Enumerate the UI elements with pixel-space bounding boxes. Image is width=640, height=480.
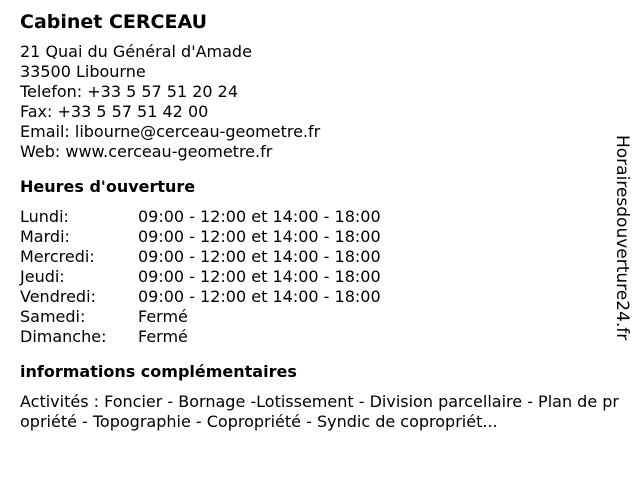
hours-time: Fermé [138, 327, 188, 346]
address-line-2: 33500 Libourne [20, 62, 146, 81]
company-name: Cabinet CERCEAU [20, 11, 208, 33]
hours-row [20, 307, 620, 327]
hours-table [20, 207, 620, 347]
hours-day: Mardi: [20, 227, 70, 246]
hours-day: Mercredi: [20, 247, 95, 266]
info-heading: informations complémentaires [20, 362, 297, 381]
hours-row [20, 267, 620, 287]
email-line: Email: libourne@cerceau-geometre.fr [20, 122, 321, 141]
phone-line: Telefon: +33 5 57 51 20 24 [20, 82, 239, 101]
hours-heading: Heures d'ouverture [20, 177, 196, 196]
hours-time: 09:00 - 12:00 et 14:00 - 18:00 [138, 267, 381, 286]
contact-block [20, 42, 620, 162]
web-line: Web: www.cerceau-geometre.fr [20, 142, 273, 161]
fax-line: Fax: +33 5 57 51 42 00 [20, 102, 209, 121]
hours-row [20, 327, 620, 347]
site-watermark: Horairesdouverture24.fr [612, 135, 632, 341]
hours-day: Lundi: [20, 207, 69, 226]
hours-row [20, 207, 620, 227]
address-line-1: 21 Quai du Général d'Amade [20, 42, 252, 61]
hours-day: Samedi: [20, 307, 86, 326]
hours-day: Dimanche: [20, 327, 107, 346]
hours-row [20, 287, 620, 307]
hours-row [20, 227, 620, 247]
hours-time: Fermé [138, 307, 188, 326]
hours-time: 09:00 - 12:00 et 14:00 - 18:00 [138, 227, 381, 246]
business-card [20, 10, 620, 432]
hours-day: Vendredi: [20, 287, 96, 306]
hours-time: 09:00 - 12:00 et 14:00 - 18:00 [138, 207, 381, 226]
hours-time: 09:00 - 12:00 et 14:00 - 18:00 [138, 247, 381, 266]
hours-row [20, 247, 620, 267]
hours-day: Jeudi: [20, 267, 65, 286]
info-text: Activités : Foncier - Bornage -Lotissement - Division parcellaire - Plan de propriété - Topographie - Copropriété - Syndic de copropriét... [20, 392, 619, 431]
hours-time: 09:00 - 12:00 et 14:00 - 18:00 [138, 287, 381, 306]
